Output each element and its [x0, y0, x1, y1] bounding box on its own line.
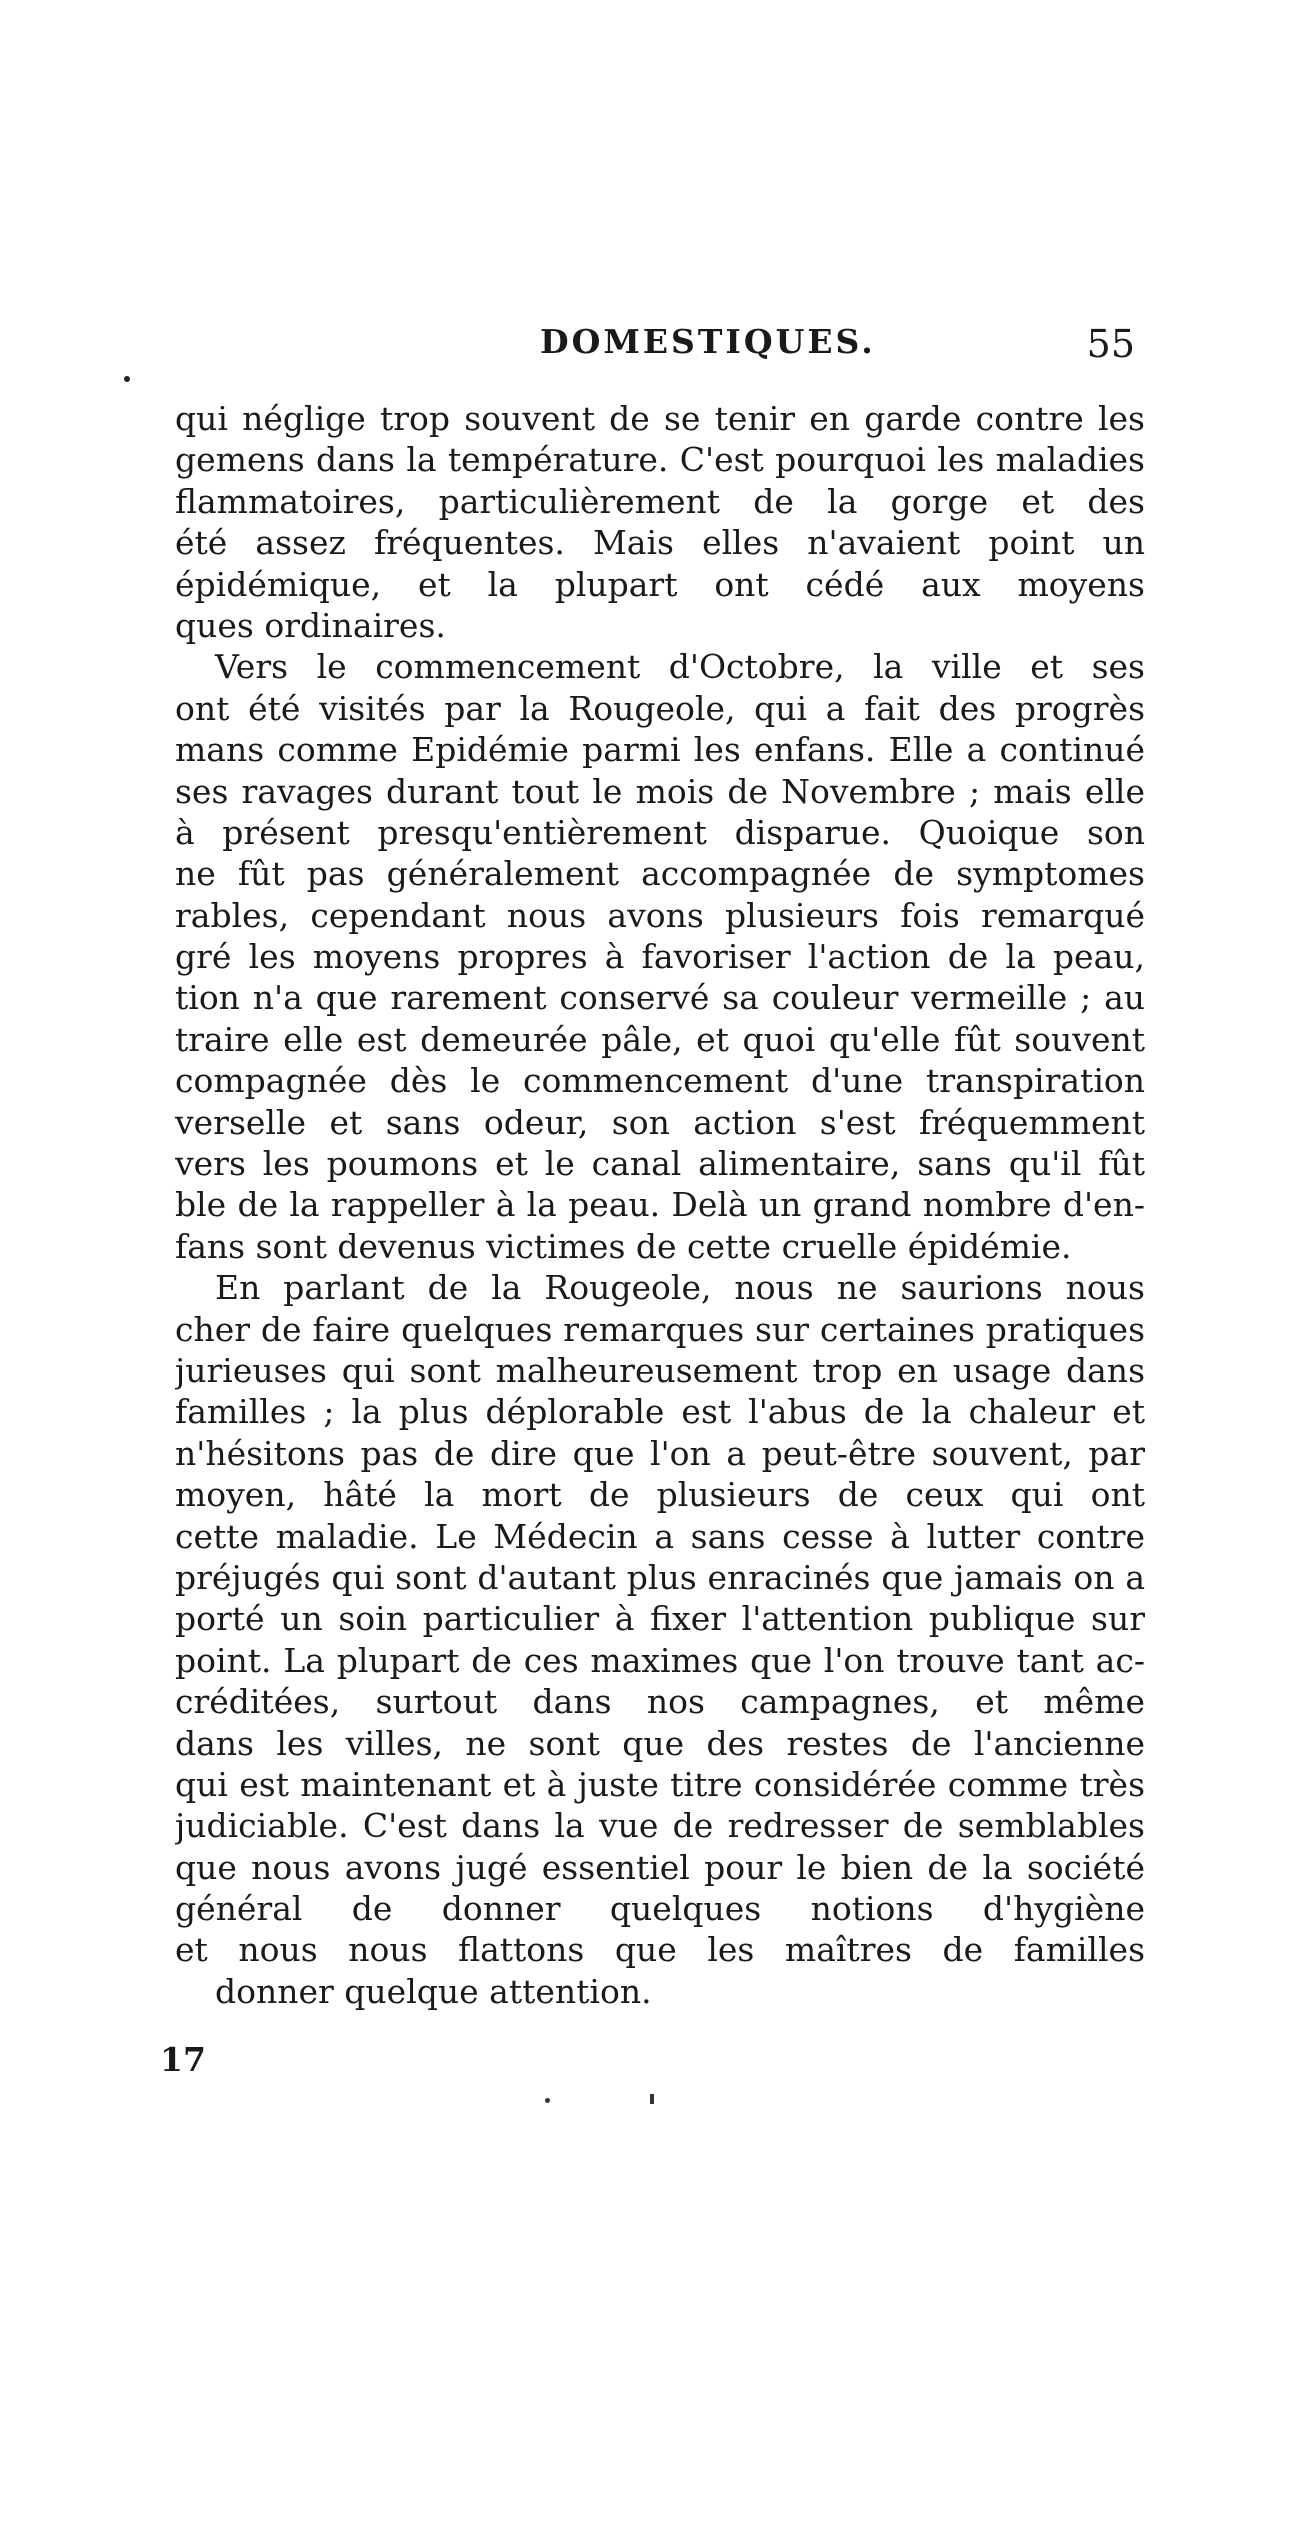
- paragraph-start: En parlant de la Rougeole, nous ne saurions nous: [215, 1268, 1145, 1308]
- text-line: préjugés qui sont d'autant plus enracinés que jamais on a: [175, 1557, 1145, 1597]
- text-line: n'hésitons pas de dire que l'on a peut-être souvent, par: [175, 1433, 1145, 1473]
- paragraph-start: Vers le commencement d'Octobre, la ville et ses: [215, 647, 1145, 687]
- text-line: fans sont devenus victimes de cette cruelle épidémie.: [175, 1226, 1072, 1266]
- text-line: traire elle est demeurée pâle, et quoi qu'elle fût souvent: [175, 1019, 1145, 1059]
- text-line: point. La plupart de ces maximes que l'on trouve tant ac-: [175, 1640, 1145, 1680]
- text-line: vers les poumons et le canal alimentaire, sans qu'il fût: [175, 1144, 1145, 1184]
- text-line: porté un soin particulier à fixer l'attention publique sur: [175, 1599, 1145, 1639]
- text-line: dans les villes, ne sont que des restes de l'ancienne: [175, 1723, 1145, 1763]
- text-line: ont été visités par la Rougeole, qui a fait des progrès: [175, 688, 1145, 728]
- page-speck: [650, 2094, 654, 2104]
- text-line: tion n'a que rarement conservé sa couleur vermeille ; au: [175, 978, 1145, 1018]
- text-line: cette maladie. Le Médecin a sans cesse à lutter contre: [175, 1516, 1145, 1556]
- text-line: flammatoires, particulièrement de la gorge et des: [175, 481, 1145, 521]
- text-line: verselle et sans odeur, son action s'est fréquemment: [175, 1102, 1145, 1142]
- text-line: à présent presqu'entièrement disparue. Quoique son: [175, 812, 1145, 852]
- text-line: général de donner quelques notions d'hygiène: [175, 1889, 1145, 1929]
- text-line: jurieuses qui sont malheureusement trop en usage dans: [175, 1350, 1145, 1390]
- text-line: qui néglige trop souvent de se tenir en garde contre les: [175, 399, 1145, 438]
- text-line: rables, cependant nous avons plusieurs fois remarqué: [175, 895, 1145, 935]
- text-line: ses ravages durant tout le mois de Novembre ; mais elle: [175, 771, 1145, 811]
- running-title: DOMESTIQUES.: [540, 322, 876, 361]
- text-line: et nous nous flattons que les maîtres de familles: [175, 1930, 1145, 1970]
- text-line: donner quelque attention.: [215, 1971, 652, 2011]
- text-line: mans comme Epidémie parmi les enfans. Elle a continué: [175, 730, 1145, 770]
- text-line: épidémique, et la plupart ont cédé aux moyens: [175, 564, 1145, 604]
- text-line: ques ordinaires.: [175, 605, 446, 645]
- text-line: été assez fréquentes. Mais elles n'avaient point un: [175, 523, 1145, 563]
- text-line: gemens dans la température. C'est pourquoi les maladies: [175, 440, 1145, 480]
- margin-speck: [124, 376, 130, 382]
- text-line: compagnée dès le commencement d'une transpiration: [175, 1061, 1145, 1101]
- text-line: moyen, hâté la mort de plusieurs de ceux qui ont: [175, 1475, 1145, 1515]
- text-line: gré les moyens propres à favoriser l'action de la peau,: [175, 937, 1145, 977]
- text-line: ble de la rappeller à la peau. Delà un grand nombre d'en-: [175, 1185, 1145, 1225]
- text-line: cher de faire quelques remarques sur certaines pratiques: [175, 1309, 1145, 1349]
- running-head: [175, 322, 1145, 372]
- text-line: qui est maintenant et à juste titre considérée comme très: [175, 1764, 1145, 1804]
- text-line: familles ; la plus déplorable est l'abus de la chaleur et: [175, 1392, 1145, 1432]
- body-text: [175, 398, 1145, 2012]
- text-line: ne fût pas généralement accompagnée de symptomes: [175, 854, 1145, 894]
- text-line: judiciable. C'est dans la vue de redresser de semblables: [175, 1806, 1145, 1846]
- page-speck: [545, 2098, 550, 2103]
- text-line: créditées, surtout dans nos campagnes, et même: [175, 1682, 1145, 1722]
- text-line: que nous avons jugé essentiel pour le bien de la société: [175, 1847, 1145, 1887]
- page-number: 55: [1086, 322, 1135, 366]
- signature-mark: 17: [160, 2040, 206, 2079]
